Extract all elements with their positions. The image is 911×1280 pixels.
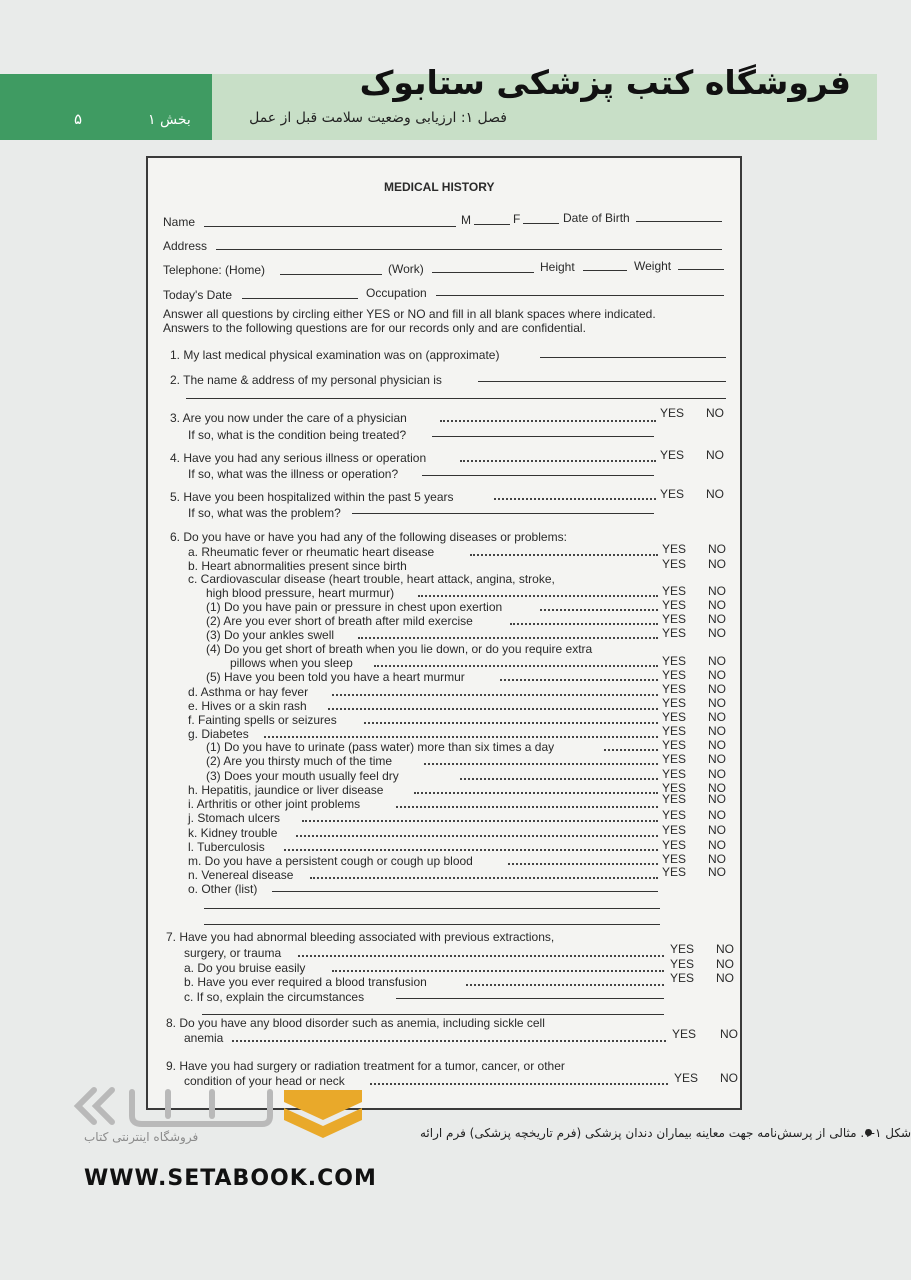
q3b-field[interactable] bbox=[432, 436, 654, 437]
page-number: ۵ bbox=[74, 110, 83, 128]
weight-field[interactable] bbox=[678, 269, 724, 270]
leader-dots bbox=[460, 460, 656, 462]
q6g-text: g. Diabetes bbox=[188, 727, 249, 741]
q6d-no[interactable]: NO bbox=[708, 682, 726, 696]
m-label: M bbox=[461, 213, 471, 227]
q6m-yes[interactable]: YES bbox=[662, 852, 687, 866]
q6d-text: d. Asthma or hay fever bbox=[188, 685, 309, 699]
q5b-field[interactable] bbox=[352, 513, 654, 514]
q7c-text: c. If so, explain the circumstances bbox=[184, 990, 365, 1004]
q6j-text: j. Stomach ulcers bbox=[188, 811, 281, 825]
q9-text-1: 9. Have you had surgery or radiation treatment for a tumor, cancer, or other bbox=[166, 1059, 565, 1073]
store-title: فروشگاه کتب پزشکی ستابوک bbox=[359, 63, 851, 102]
website-url[interactable]: WWW.SETABOOK.COM bbox=[84, 1166, 377, 1191]
q7-text-1: 7. Have you had abnormal bleeding associated with previous extractions, bbox=[166, 930, 555, 944]
q6c4-no[interactable]: NO bbox=[708, 654, 726, 668]
q6g1-text: (1) Do you have to urinate (pass water) more than six times a day bbox=[206, 740, 555, 754]
home-phone-field[interactable] bbox=[280, 274, 382, 275]
q7a-text: a. Do you bruise easily bbox=[184, 961, 306, 975]
leader-dots bbox=[424, 763, 658, 765]
todays-date-label: Today's Date bbox=[163, 288, 232, 302]
q6c5-no[interactable]: NO bbox=[708, 668, 726, 682]
q6c2-yes[interactable]: YES bbox=[662, 612, 687, 626]
header-section-tab bbox=[0, 74, 212, 140]
q6g3-yes[interactable]: YES bbox=[662, 767, 687, 781]
leader-dots bbox=[418, 595, 658, 597]
q6c5-yes[interactable]: YES bbox=[662, 668, 687, 682]
q9-yes[interactable]: YES bbox=[674, 1071, 699, 1085]
q6g1-no[interactable]: NO bbox=[708, 738, 726, 752]
q6e-no[interactable]: NO bbox=[708, 696, 726, 710]
leader-dots bbox=[470, 554, 658, 556]
q6d-yes[interactable]: YES bbox=[662, 682, 687, 696]
q6c1-yes[interactable]: YES bbox=[662, 598, 687, 612]
q7c-field[interactable] bbox=[396, 998, 664, 999]
q6c-no[interactable]: NO bbox=[708, 584, 726, 598]
q4-yes[interactable]: YES bbox=[660, 448, 685, 462]
q7-text-2: surgery, or trauma bbox=[184, 946, 282, 960]
q6l-text: l. Tuberculosis bbox=[188, 840, 265, 854]
q6c1-no[interactable]: NO bbox=[708, 598, 726, 612]
q6j-no[interactable]: NO bbox=[708, 808, 726, 822]
q4-text: 4. Have you had any serious illness or operation bbox=[170, 451, 427, 465]
weight-label: Weight bbox=[634, 259, 672, 273]
q6g2-text: (2) Are you thirsty much of the time bbox=[206, 754, 393, 768]
q6g2-yes[interactable]: YES bbox=[662, 752, 687, 766]
q7b-no[interactable]: NO bbox=[716, 971, 734, 985]
q6g1-yes[interactable]: YES bbox=[662, 738, 687, 752]
work-label: (Work) bbox=[388, 262, 424, 276]
q5-text: 5. Have you been hospitalized within the past 5 years bbox=[170, 490, 454, 504]
q6g3-no[interactable]: NO bbox=[708, 767, 726, 781]
q6c4-text-2: pillows when you sleep bbox=[230, 656, 353, 670]
q8-yes[interactable]: YES bbox=[672, 1027, 697, 1041]
leader-dots bbox=[374, 665, 658, 667]
q5b-text: If so, what was the problem? bbox=[188, 506, 341, 520]
q6c3-no[interactable]: NO bbox=[708, 626, 726, 640]
q7a-no[interactable]: NO bbox=[716, 957, 734, 971]
q8-no[interactable]: NO bbox=[720, 1027, 738, 1041]
q6c3-text: (3) Do your ankles swell bbox=[206, 628, 335, 642]
q4b-text: If so, what was the illness or operation? bbox=[188, 467, 399, 481]
q3-yes[interactable]: YES bbox=[660, 406, 685, 420]
q6o-field-line-2[interactable] bbox=[204, 908, 660, 909]
q9-text-2: condition of your head or neck bbox=[184, 1074, 345, 1088]
q3-text: 3. Are you now under the care of a physician bbox=[170, 411, 407, 425]
q6o-field-line-3[interactable] bbox=[204, 924, 660, 925]
leader-dots bbox=[440, 420, 656, 422]
occupation-field[interactable] bbox=[436, 295, 724, 296]
leader-dots bbox=[264, 736, 658, 738]
q6j-yes[interactable]: YES bbox=[662, 808, 687, 822]
q6h-text: h. Hepatitis, jaundice or liver disease bbox=[188, 783, 384, 797]
height-field[interactable] bbox=[583, 270, 627, 271]
q6m-no[interactable]: NO bbox=[708, 852, 726, 866]
q6b-yes[interactable]: YES bbox=[662, 557, 687, 571]
q6b-text: b. Heart abnormalities present since birth bbox=[188, 559, 407, 573]
leader-dots bbox=[510, 623, 658, 625]
q6k-text: k. Kidney trouble bbox=[188, 826, 278, 840]
q6h-yes[interactable]: YES bbox=[662, 781, 687, 795]
work-phone-field[interactable] bbox=[432, 272, 534, 273]
leader-dots bbox=[460, 778, 658, 780]
q2-text: 2. The name & address of my personal physician is bbox=[170, 373, 442, 387]
q6c5-text: (5) Have you been told you have a heart murmur bbox=[206, 670, 465, 684]
height-label: Height bbox=[540, 260, 575, 274]
leader-dots bbox=[364, 722, 658, 724]
leader-dots bbox=[284, 849, 658, 851]
q6n-yes[interactable]: YES bbox=[662, 865, 687, 879]
q6f-text: f. Fainting spells or seizures bbox=[188, 713, 337, 727]
form-title: MEDICAL HISTORY bbox=[384, 180, 495, 194]
q6c4-text-1: (4) Do you get short of breath when you lie down, or do you require extra bbox=[206, 642, 593, 656]
dob-field[interactable] bbox=[636, 221, 722, 222]
address-field[interactable] bbox=[216, 249, 722, 250]
q6g-no[interactable]: NO bbox=[708, 724, 726, 738]
q6b-no[interactable]: NO bbox=[708, 557, 726, 571]
q6o-text: o. Other (list) bbox=[188, 882, 258, 896]
q6c-text-2: high blood pressure, heart murmur) bbox=[206, 586, 395, 600]
leader-dots bbox=[332, 694, 658, 696]
q5-yes[interactable]: YES bbox=[660, 487, 685, 501]
q7-no[interactable]: NO bbox=[716, 942, 734, 956]
q3b-text: If so, what is the condition being treated? bbox=[188, 428, 407, 442]
q6f-no[interactable]: NO bbox=[708, 710, 726, 724]
q7b-yes[interactable]: YES bbox=[670, 971, 695, 985]
telephone-label: Telephone: (Home) bbox=[163, 263, 266, 277]
q1-field[interactable] bbox=[540, 357, 726, 358]
leader-dots bbox=[604, 749, 658, 751]
q6k-yes[interactable]: YES bbox=[662, 823, 687, 837]
name-label: Name bbox=[163, 215, 196, 229]
dob-label: Date of Birth bbox=[563, 211, 630, 225]
occupation-label: Occupation bbox=[366, 286, 427, 300]
leader-dots bbox=[396, 806, 658, 808]
name-field[interactable] bbox=[204, 226, 456, 227]
q5-no[interactable]: NO bbox=[706, 487, 724, 501]
leader-dots bbox=[232, 1040, 666, 1042]
q6k-no[interactable]: NO bbox=[708, 823, 726, 837]
q6g-yes[interactable]: YES bbox=[662, 724, 687, 738]
q6a-text: a. Rheumatic fever or rheumatic heart disease bbox=[188, 545, 435, 559]
q6a-yes[interactable]: YES bbox=[662, 542, 687, 556]
f-label: F bbox=[513, 212, 521, 226]
q6c2-text: (2) Are you ever short of breath after mild exercise bbox=[206, 614, 473, 628]
leader-dots bbox=[370, 1083, 668, 1085]
f-field[interactable] bbox=[523, 223, 559, 224]
q6-text: 6. Do you have or have you had any of the following diseases or problems: bbox=[170, 530, 567, 544]
q8-text-2: anemia bbox=[184, 1031, 224, 1045]
leader-dots bbox=[466, 984, 664, 986]
q2-field[interactable] bbox=[478, 381, 726, 382]
q6c3-yes[interactable]: YES bbox=[662, 626, 687, 640]
leader-dots bbox=[298, 955, 664, 957]
leader-dots bbox=[328, 708, 658, 710]
q3-no[interactable]: NO bbox=[706, 406, 724, 420]
q6n-text: n. Venereal disease bbox=[188, 868, 294, 882]
m-field[interactable] bbox=[474, 224, 510, 225]
q6c-yes[interactable]: YES bbox=[662, 584, 687, 598]
q6o-field[interactable] bbox=[272, 891, 658, 892]
leader-dots bbox=[494, 498, 656, 500]
q6n-no[interactable]: NO bbox=[708, 865, 726, 879]
medical-history-form bbox=[146, 156, 742, 1110]
q6c2-no[interactable]: NO bbox=[708, 612, 726, 626]
q7a-yes[interactable]: YES bbox=[670, 957, 695, 971]
q6c1-text: (1) Do you have pain or pressure in chest upon exertion bbox=[206, 600, 503, 614]
q4-no[interactable]: NO bbox=[706, 448, 724, 462]
q4b-field[interactable] bbox=[422, 475, 654, 476]
leader-dots bbox=[414, 792, 658, 794]
address-label: Address bbox=[163, 239, 208, 253]
instructions-line-2: Answers to the following questions are for our records only and are confidential. bbox=[163, 321, 586, 335]
leader-dots bbox=[540, 609, 658, 611]
q6g2-no[interactable]: NO bbox=[708, 752, 726, 766]
q6l-no[interactable]: NO bbox=[708, 838, 726, 852]
q6i-text: i. Arthritis or other joint problems bbox=[188, 797, 361, 811]
q6c4-yes[interactable]: YES bbox=[662, 654, 687, 668]
q6i-no[interactable]: NO bbox=[708, 792, 726, 806]
q6i-yes[interactable]: YES bbox=[662, 792, 687, 806]
chapter-title: فصل ۱: ارزیابی وضعیت سلامت قبل از عمل bbox=[249, 110, 507, 126]
leader-dots bbox=[310, 877, 658, 879]
q8-text-1: 8. Do you have any blood disorder such as anemia, including sickle cell bbox=[166, 1016, 545, 1030]
q7c-field-line-2[interactable] bbox=[202, 1014, 664, 1015]
leader-dots bbox=[500, 679, 658, 681]
q1-text: 1. My last medical physical examination was on (approximate) bbox=[170, 348, 500, 362]
q9-no[interactable]: NO bbox=[720, 1071, 738, 1085]
q6g3-text: (3) Does your mouth usually feel dry bbox=[206, 769, 399, 783]
leader-dots bbox=[332, 970, 664, 972]
leader-dots bbox=[302, 820, 658, 822]
q6c-text-1: c. Cardiovascular disease (heart trouble, heart attack, angina, stroke, bbox=[188, 572, 555, 586]
instructions-line-1: Answer all questions by circling either YES or NO and fill in all blank spaces where indicated. bbox=[163, 307, 656, 321]
todays-date-field[interactable] bbox=[242, 298, 358, 299]
q2-field-line-2[interactable] bbox=[186, 398, 726, 399]
section-label: بخش ۱ bbox=[148, 112, 191, 128]
logo-tagline: فروشگاه اینترنتی کتاب bbox=[84, 1130, 199, 1144]
leader-dots bbox=[358, 637, 658, 639]
q6f-yes[interactable]: YES bbox=[662, 710, 687, 724]
q6h-no[interactable]: NO bbox=[708, 781, 726, 795]
q7b-text: b. Have you ever required a blood transfusion bbox=[184, 975, 427, 989]
q6e-text: e. Hives or a skin rash bbox=[188, 699, 307, 713]
q6e-yes[interactable]: YES bbox=[662, 696, 687, 710]
q6m-text: m. Do you have a persistent cough or cough up blood bbox=[188, 854, 473, 868]
figure-caption: شکل ۱-۱. مثالی از پرسش‌نامه جهت معاینه بیماران دندان پزشکی (فرم تاریخچه پزشکی) فرم ارائه bbox=[420, 1126, 911, 1140]
q7-yes[interactable]: YES bbox=[670, 942, 695, 956]
leader-dots bbox=[508, 863, 658, 865]
q6a-no[interactable]: NO bbox=[708, 542, 726, 556]
leader-dots bbox=[296, 835, 658, 837]
q6l-yes[interactable]: YES bbox=[662, 838, 687, 852]
